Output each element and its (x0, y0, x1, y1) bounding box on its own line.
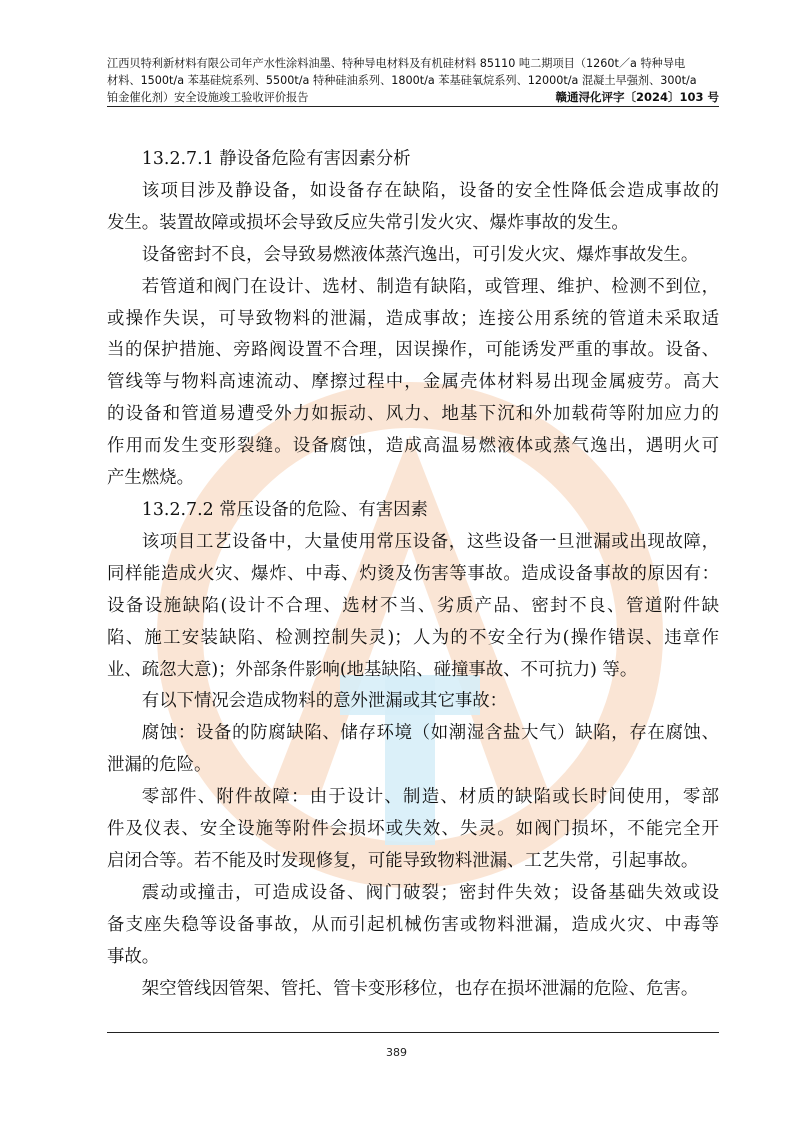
paragraph-line: 产生燃烧。 (107, 468, 194, 489)
paragraph-line: 备支座失稳等设备事故，从而引起机械伤害或物料泄漏，造成火灾、中毒等 (107, 914, 719, 935)
paragraph-line: 管线等与物料高速流动、摩擦过程中，金属壳体材料易出现金属疲劳。高大 (107, 372, 719, 393)
report-reference-number: 赣通浔化评字〔2024〕103 号 (555, 90, 719, 104)
paragraph-line: 事故。 (107, 946, 160, 967)
section-heading-13-2-7-2: 13.2.7.2 常压设备的危险、有害因素 (141, 499, 428, 520)
paragraph-line: 架空管线因管架、管托、管卡变形移位，也存在损坏泄漏的危险、危害。 (141, 978, 699, 999)
paragraph-line: 零部件、附件故障：由于设计、制造、材质的缺陷或长时间使用，零部 (141, 787, 719, 808)
paragraph-line: 的设备和管道易遭受外力如振动、风力、地基下沉和外加载荷等附加应力的 (107, 404, 719, 425)
section-heading-13-2-7-1: 13.2.7.1 静设备危险有害因素分析 (141, 149, 411, 169)
paragraph-line: 设备设施缺陷(设计不合理、选材不当、劣质产品、密封不良、管道附件缺 (107, 595, 719, 616)
page-header (107, 55, 719, 106)
paragraph-line: 震动或撞击，可造成设备、阀门破裂；密封件失效；设备基础失效或设 (141, 882, 719, 903)
paragraph-line: 若管道和阀门在设计、选材、制造有缺陷，或管理、维护、检测不到位， (141, 276, 719, 297)
paragraph-line: 有以下情况会造成物料的意外泄漏或其它事故： (141, 691, 508, 712)
document-body (107, 144, 719, 1005)
paragraph-line: 同样能造成火灾、爆炸、中毒、灼烫及伤害等事故。造成设备事故的原因有： (107, 563, 719, 584)
paragraph-line: 泄漏的危险。 (107, 755, 212, 776)
footer-divider (107, 1032, 719, 1033)
page-number: 389 (386, 1046, 407, 1059)
paragraph-line: 当的保护措施、旁路阀设置不合理，因误操作，可能诱发严重的事故。设备、 (107, 340, 719, 361)
paragraph-line: 业、疏忽大意)；外部条件影响(地基缺陷、碰撞事故、不可抗力) 等。 (107, 659, 638, 680)
paragraph-line: 设备密封不良，会导致易燃液体蒸汽逸出，可引发火灾、爆炸事故发生。 (141, 244, 699, 265)
header-line-1: 江西贝特利新材料有限公司年产水性涂料油墨、特种导电材料及有机硅材料 85110 吨二期项目（1260t／a 特种导电 (107, 57, 686, 70)
paragraph-line: 启闭合等。若不能及时发现修复，可能导致物料泄漏、工艺失常，引起事故。 (107, 850, 699, 871)
paragraph-line: 该项目工艺设备中，大量使用常压设备，这些设备一旦泄漏或出现故障， (141, 531, 719, 552)
paragraph-line: 发生。装置故障或损坏会导致反应失常引发火灾、爆炸事故的发生。 (107, 212, 629, 233)
paragraph-line: 陷、施工安装缺陷、检测控制失灵)；人为的不安全行为(操作错误、违章作 (107, 627, 719, 648)
paragraph-line: 该项目涉及静设备，如设备存在缺陷，设备的安全性降低会造成事故的 (141, 180, 719, 201)
paragraph-line: 件及仪表、安全设施等附件会损坏或失效、失灵。如阀门损坏，不能完全开 (107, 819, 719, 840)
paragraph-line: 或操作失误，可导致物料的泄漏，造成事故；连接公用系统的管道未采取适 (107, 308, 719, 329)
paragraph-line: 作用而发生变形裂缝。设备腐蚀，造成高温易燃液体或蒸气逸出，遇明火可 (107, 436, 719, 457)
paragraph-line: 腐蚀：设备的防腐缺陷、储存环境（如潮湿含盐大气）缺陷，存在腐蚀、 (141, 723, 719, 744)
header-line-2: 材料、1500t/a 苯基硅烷系列、5500t/a 特种硅油系列、1800t/a 苯基硅氧烷系列、12000t/a 混凝土早强剂、300t/a (107, 74, 697, 87)
header-line-3: 铂金催化剂）安全设施竣工验收评价报告 (107, 91, 309, 104)
header-divider (107, 106, 719, 107)
